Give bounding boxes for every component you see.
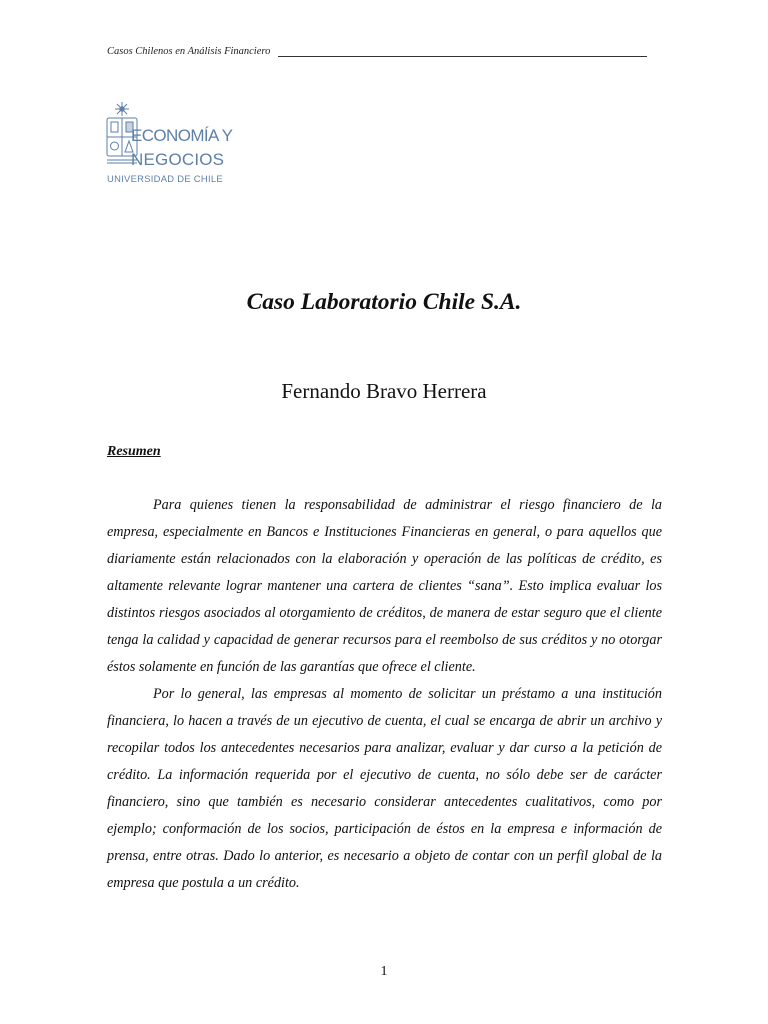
logo-line-3: UNIVERSIDAD DE CHILE <box>107 173 223 184</box>
running-header-title: Casos Chilenos en Análisis Financiero <box>107 46 271 57</box>
star-emblem-icon <box>115 102 129 116</box>
header-rule <box>278 47 647 57</box>
page-number: 1 <box>380 964 388 979</box>
logo-line-2: NEGOCIOS <box>131 150 225 169</box>
document-title: Caso Laboratorio Chile S.A. <box>246 289 522 315</box>
university-logo <box>105 100 237 186</box>
document-author: Fernando Bravo Herrera <box>281 379 487 403</box>
paragraph: Para quienes tienen la responsabilidad de administrar el riesgo financiero de la empresa, especialmente en Bancos e Instituciones Financieras en general, o para aquellos que diariamente están relacionados con la elaboración y operación de las políticas de crédito, es altamente relevante lograr mantener una cartera de clientes “sana”. Esto implica evaluar los distintos riesgos asociados al otorgamiento de créditos, de manera de estar seguro que el cliente tenga la calidad y capacidad de generar recursos para el reembolso de sus créditos y no otorgar éstos solamente en función de las garantías que ofrece el cliente. <box>107 497 662 675</box>
logo-line-1: ECONOMÍA Y <box>131 126 233 145</box>
paragraph: Por lo general, las empresas al momento de solicitar un préstamo a una institución financiera, lo hacen a través de un ejecutivo de cuenta, el cual se encarga de abrir un archivo y recopilar todos los antecedentes necesarios para analizar, evaluar y dar curso a la petición de crédito. La información requerida por el ejecutivo de cuenta, no sólo debe ser de carácter financiero, sino que también es necesario considerar antecedentes cualitativos, como por ejemplo; conformación de los socios, participación de éstos en la empresa e información de prensa, entre otras. Dado lo anterior, es necesario a objeto de contar con un perfil global de la empresa que postula a un crédito. <box>107 686 662 891</box>
running-header <box>107 46 647 57</box>
abstract-body <box>107 492 662 897</box>
section-heading-resumen: Resumen <box>107 444 161 459</box>
